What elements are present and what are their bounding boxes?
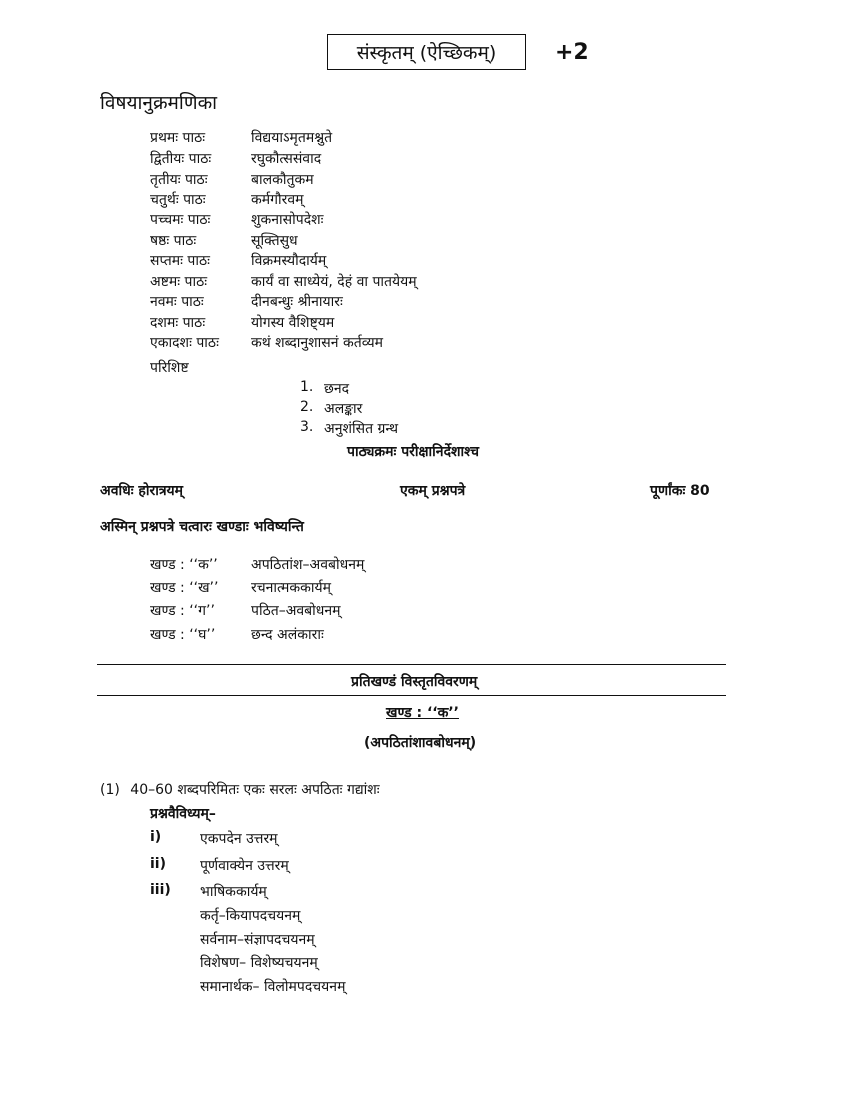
lesson-label: अष्टमः पाठः <box>150 274 208 290</box>
class-label: +2 <box>555 40 589 65</box>
variety-item-text: पूर्णवाक्येन उत्तरम् <box>200 858 289 874</box>
exam-duration: अवधिः होरात्रयम् <box>100 483 184 499</box>
section-label: खण्ड : ‘‘घ’’ <box>150 627 216 643</box>
lesson-label: चतुर्थः पाठः <box>150 192 206 208</box>
variety-item-number: i) <box>150 829 162 845</box>
lesson-label: सप्तमः पाठः <box>150 253 210 269</box>
lesson-title: रघुकौत्ससंवाद <box>251 151 322 167</box>
details-heading: प्रतिखण्डं विस्तृतविवरणम् <box>351 674 478 690</box>
lesson-title: विद्ययाऽमृतमश्नुते <box>251 130 333 146</box>
section-a-title: खण्ड : ‘‘क’’ <box>386 705 459 721</box>
question-number: (1) <box>100 782 120 798</box>
section-label: खण्ड : ‘‘ख’’ <box>150 580 219 596</box>
appendix-item-text: अलङ्कार <box>324 401 363 417</box>
appendix-item-text: छनद <box>324 381 350 397</box>
language-task: कर्तृ–कियापदचयनम् <box>200 908 301 924</box>
lesson-label: द्वितीयः पाठः <box>150 151 212 167</box>
appendix-item-text: अनुशंसित ग्रन्थ <box>324 421 399 437</box>
lesson-title: कर्मगौरवम् <box>251 192 304 208</box>
lesson-label: षष्ठः पाठः <box>150 233 197 249</box>
section-description: अपठितांश–अवबोधनम् <box>251 557 365 573</box>
language-task: विशेषण– विशेष्यचयनम् <box>200 955 318 971</box>
full-marks: पूर्णांकः 80 <box>650 483 710 499</box>
variety-item-text: भाषिककार्यम् <box>200 884 267 900</box>
lesson-title: शुकनासोपदेशः <box>251 212 324 228</box>
section-label: खण्ड : ‘‘क’’ <box>150 557 218 573</box>
variety-item-number: iii) <box>150 882 171 898</box>
section-description: पठित–अवबोधनम् <box>251 603 341 619</box>
syllabus-heading: पाठ्यक्रमः परीक्षानिर्देशाश्च <box>347 444 479 460</box>
lesson-label: तृतीयः पाठः <box>150 172 208 188</box>
lesson-title: सूक्तिसुध <box>251 233 298 249</box>
lesson-label: नवमः पाठः <box>150 294 204 310</box>
question-1 <box>100 780 380 799</box>
language-task: समानार्थक– विलोमपदचयनम् <box>200 979 346 995</box>
lesson-label: एकादशः पाठः <box>150 335 219 351</box>
lesson-title: विक्रमस्यौदार्यम् <box>251 253 327 269</box>
question-text: 40–60 शब्दपरिमितः एकः सरलः अपठितः गद्यांशः <box>130 782 380 798</box>
lesson-label: दशमः पाठः <box>150 315 206 331</box>
section-description: रचनात्मककार्यम् <box>251 580 331 596</box>
document-title-text: संस्कृतम् (ऐच्छिकम्) <box>356 42 497 64</box>
lesson-title: बालकौतुकम <box>251 172 314 188</box>
section-a-subtitle: (अपठितांशावबोधनम्) <box>364 735 477 751</box>
lesson-title: कथं शब्दानुशासनं कर्तव्यम <box>251 335 384 351</box>
variety-item-text: एकपदेन उत्तरम् <box>200 831 278 847</box>
lesson-label: प्रथमः पाठः <box>150 130 206 146</box>
lesson-label: पच्चमः पाठः <box>150 212 211 228</box>
appendix-item-number: 1. <box>300 379 314 395</box>
section-description: छन्द अलंकाराः <box>251 627 324 643</box>
lesson-title: कार्यं वा साध्येयं, देहं वा पातयेयम् <box>251 274 417 290</box>
language-task: सर्वनाम–संज्ञापदचयनम् <box>200 932 315 948</box>
appendix-item-number: 3. <box>300 419 314 435</box>
divider-top <box>97 664 726 665</box>
variety-item-number: ii) <box>150 856 166 872</box>
toc-heading: विषयानुक्रमणिका <box>100 92 218 114</box>
document-title <box>327 34 526 70</box>
lesson-title: दीनबन्धुः श्रीनायारः <box>251 294 343 310</box>
appendix-item-number: 2. <box>300 399 314 415</box>
lesson-title: योगस्य वैशिष्ट्यम <box>251 315 335 331</box>
question-paper-count: एकम् प्रश्नपत्रे <box>400 483 466 499</box>
section-label: खण्ड : ‘‘ग’’ <box>150 603 215 619</box>
question-variety-label: प्रश्नवैविध्यम्– <box>150 806 216 822</box>
divider-bottom <box>97 695 726 696</box>
sections-intro: अस्मिन् प्रश्नपत्रे चत्वारः खण्डाः भविष्यन्ति <box>100 519 304 535</box>
appendix-label: परिशिष्ट <box>150 360 189 376</box>
